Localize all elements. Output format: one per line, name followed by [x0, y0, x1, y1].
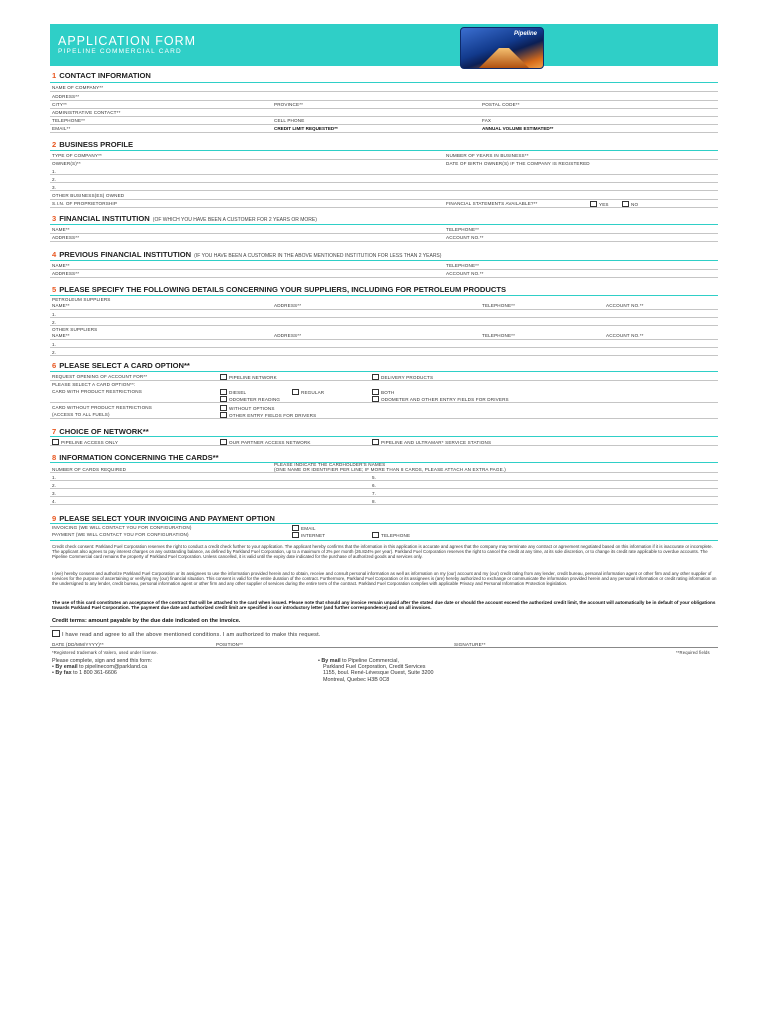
other-businesses-field[interactable]: OTHER BUSINESS(ES) OWNED	[52, 193, 125, 198]
odometer-checkbox[interactable]: ODOMETER READING	[220, 396, 280, 402]
other-address-label: ADDRESS**	[274, 333, 302, 338]
cardholder-line-5[interactable]: 5.	[372, 475, 377, 480]
cardholder-names-note: (ONE NAME OR IDENTIFIER PER LINE; IF MORE THAN 8 CARDS, PLEASE ATTACH AN EXTRA PAGE.)	[274, 467, 506, 472]
access-all-fuels-label: (ACCESS TO ALL FUELS)	[52, 412, 110, 417]
telephone-field[interactable]: TELEPHONE**	[52, 118, 86, 123]
bank-address-field[interactable]: ADDRESS**	[52, 235, 80, 240]
province-field[interactable]: PROVINCE**	[274, 102, 304, 107]
field-line	[50, 108, 718, 109]
prev-bank-address-field[interactable]: ADDRESS**	[52, 271, 80, 276]
field-line	[50, 472, 718, 473]
field-line	[50, 182, 718, 183]
agree-checkbox[interactable]: I have read and agree to all the above mentioned conditions. I am authorized to make this request.	[52, 630, 321, 638]
required-fields-note: **Required fields	[676, 650, 710, 655]
trademark-note: *Registered trademark of Valero, used under license.	[52, 650, 158, 655]
petro-supplier-line-2[interactable]: 2.	[52, 320, 57, 325]
statements-no-checkbox[interactable]: NO	[622, 201, 638, 207]
card-image	[460, 27, 544, 69]
prev-bank-name-field[interactable]: NAME**	[52, 263, 70, 268]
field-line	[50, 159, 718, 160]
delivery-products-checkbox[interactable]: DELIVERY PRODUCTS	[372, 374, 433, 380]
field-line	[50, 355, 718, 356]
cardholder-line-2[interactable]: 2.	[52, 483, 57, 488]
credit-check-consent: Credit check consent: Parkland Fuel Corporation reserves the right to conduct a credit check further to your application. The applicant hereby confirms that the information in this application is accurate and agrees that the company may terminate any contract or agreement negotiated based on this information if it is inaccurate or incomplete. The applicant also agrees to pay interest charges on any outstanding balance, as defined by Parkland Fuel Corporation, up to a maximum of 2% per month (26.824% per year). Parkland Fuel Corporation reserves the right to cancel the credit at any time, at its sole discretion, or to change its credit rate applicable to overdue accounts. The Pipeline Commercial card remains the property of Parkland Fuel Corporation. Unless cancelled, it is valid until the expiry date indicated for the purchase of authorized goods and services only.	[52, 544, 713, 560]
form-subtitle: PIPELINE COMMERCIAL CARD	[58, 48, 182, 55]
both-checkbox[interactable]: BOTH	[372, 389, 394, 395]
section-divider	[50, 150, 718, 151]
cardholder-line-6[interactable]: 6.	[372, 483, 377, 488]
section-contact-title: 1 CONTACT INFORMATION	[52, 71, 151, 80]
other-telephone-label: TELEPHONE**	[482, 333, 516, 338]
section-divider	[50, 82, 718, 83]
petro-supplier-line-1[interactable]: 1.	[52, 312, 57, 317]
other-supplier-line-1[interactable]: 1.	[52, 342, 57, 347]
section-financial-title: 3 FINANCIAL INSTITUTION (OF WHICH YOU HAVE BEEN A CUSTOMER FOR 2 YEARS OR MORE)	[52, 214, 317, 223]
field-line	[50, 445, 718, 446]
card-brand-logo: Pipeline	[513, 31, 537, 37]
section-divider	[50, 260, 718, 261]
section-cards-title: 8 INFORMATION CONCERNING THE CARDS**	[52, 453, 219, 462]
information-consent: I (we) hereby consent and authorize Parkland Fuel Corporation or its assignees to use the information provided herein and to obtain, receive and consult personal information as well as information on my (our) account and my (our) credit rating from any lender, credit bureau, personal information agent or other firm and any other supplier of services for the purpose of ascertaining or verifying my (our) financial situation. This consent is valid for the entire duration of the contract. Furthermore, Parkland Fuel Corporation or its assignees is (are) hereby authorized to exchange or communicate the information provided herein and any personal information or credit rating information on the undersigned to any lender, credit bureau, personal information agent or other firm and any other supplier of services during the entire term of the contract. Parkland Fuel Corporation complies with applicable Privacy and Personal Information Protection legislation.	[52, 571, 717, 587]
field-line	[50, 488, 718, 489]
field-line	[50, 277, 718, 278]
petro-name-label: NAME**	[52, 303, 70, 308]
road-graphic	[479, 48, 529, 68]
field-line	[50, 207, 718, 208]
owner-line-3[interactable]: 3.	[52, 185, 57, 190]
field-line	[50, 380, 718, 381]
cardholder-names-label: PLEASE INDICATE THE CARDHOLDER'S NAMES	[274, 462, 386, 467]
years-in-business-field[interactable]: NUMBER OF YEARS IN BUSINESS**	[446, 153, 529, 158]
section-invoicing-title: 9 PLEASE SELECT YOUR INVOICING AND PAYMENT OPTION	[52, 514, 275, 523]
section-divider	[50, 436, 718, 437]
signature-line	[50, 647, 718, 648]
bank-name-field[interactable]: NAME**	[52, 227, 70, 232]
send-instructions	[52, 658, 152, 677]
other-suppliers-label: OTHER SUPPLIERS	[52, 327, 98, 332]
section-suppliers-title: 5 PLEASE SPECIFY THE FOLLOWING DETAILS CONCERNING YOUR SUPPLIERS, INCLUDING FOR PETROLEUM PRODUCTS	[52, 285, 507, 294]
send-intro: Please complete, sign and send this form:	[52, 658, 153, 664]
other-entry-fields-checkbox[interactable]: OTHER ENTRY FIELDS FOR DRIVERS	[220, 412, 316, 418]
credit-terms: Credit terms: amount payable by the due date indicated on the invoice.	[52, 618, 241, 624]
cardholder-line-8[interactable]: 8.	[372, 499, 377, 504]
petro-address-label: ADDRESS**	[274, 303, 302, 308]
application-form	[50, 24, 718, 683]
section-network-title: 7 CHOICE OF NETWORK**	[52, 427, 149, 436]
field-line	[50, 233, 718, 234]
section-divider	[50, 295, 718, 296]
field-line	[50, 241, 718, 242]
field-line	[50, 132, 718, 133]
petroleum-suppliers-label: PETROLEUM SUPPLIERS	[52, 297, 111, 302]
field-line	[50, 504, 718, 505]
payment-telephone-checkbox[interactable]: TELEPHONE	[372, 532, 410, 538]
section-divider	[50, 224, 718, 225]
field-line	[50, 124, 718, 125]
company-type-field[interactable]: TYPE OF COMPANY**	[52, 153, 102, 158]
owners-label: OWNER(S)**	[52, 161, 81, 166]
without-options-checkbox[interactable]: WITHOUT OPTIONS	[220, 405, 275, 411]
cell-phone-field[interactable]: CELL PHONE	[274, 118, 305, 123]
field-line	[50, 317, 718, 318]
ultramar-checkbox[interactable]: PIPELINE AND ULTRAMAR* SERVICE STATIONS	[372, 439, 491, 445]
owners-dob-label: DATE OF BIRTH OWNER(S) IF THE COMPANY IS REGISTERED	[446, 161, 590, 166]
other-name-label: NAME**	[52, 333, 70, 338]
payment-internet-checkbox[interactable]: INTERNET	[292, 532, 325, 538]
other-supplier-line-2[interactable]: 2.	[52, 350, 57, 355]
payment-label: PAYMENT (WE WILL CONTACT YOU FOR CONFIGURATION)	[52, 532, 189, 537]
owner-line-1[interactable]: 1.	[52, 169, 57, 174]
company-name-field[interactable]: NAME OF COMPANY**	[52, 85, 104, 90]
contract-acceptance: The use of this card constitutes an acceptance of the contract that will be attached to the card when issued. Please note that should any invoice remain unpaid after the stated due date or should the account exceed the authorized credit limit, the account will automatically be in default of your obligations towards Parkland Fuel Corporation. The payment due date and authorized credit limit are specified in our introductory letter (and further correspondence) and on all invoices.	[52, 600, 716, 611]
send-by-mail: • By mail to Pipeline Commercial, Parkland Fuel Corporation, Credit Services 1155, boul. René-Lévesque Ouest, Suite 3200 Montreal, Quebec H3B 0C8	[318, 658, 434, 683]
credit-limit-field[interactable]: CREDIT LIMIT REQUESTED**	[274, 126, 338, 131]
regular-checkbox[interactable]: REGULAR	[292, 389, 324, 395]
field-line	[50, 325, 718, 326]
pipeline-network-checkbox[interactable]: PIPELINE NETWORK	[220, 374, 277, 380]
section-divider	[50, 371, 718, 372]
field-line	[50, 174, 718, 175]
annual-volume-field[interactable]: ANNUAL VOLUME ESTIMATED**	[482, 126, 554, 131]
form-header	[50, 24, 718, 66]
signature-field[interactable]: SIGNATURE**	[454, 642, 486, 647]
bank-telephone-field[interactable]: TELEPHONE**	[446, 227, 480, 232]
without-restrictions-label: CARD WITHOUT PRODUCT RESTRICTIONS	[52, 405, 152, 410]
cardholder-line-1[interactable]: 1.	[52, 475, 57, 480]
form-title: APPLICATION FORM	[58, 34, 197, 48]
section-business-title: 2 BUSINESS PROFILE	[52, 140, 134, 149]
cardholder-line-3[interactable]: 3.	[52, 491, 57, 496]
field-line	[50, 199, 718, 200]
email-field[interactable]: EMAIL**	[52, 126, 71, 131]
invoicing-email-checkbox[interactable]: EMAIL	[292, 525, 316, 531]
cardholder-line-7[interactable]: 7.	[372, 491, 377, 496]
pipeline-only-checkbox[interactable]: PIPELINE ACCESS ONLY	[52, 439, 118, 445]
field-line	[50, 480, 718, 481]
sin-field[interactable]: S.I.N. OF PROPRIETORSHIP	[52, 201, 118, 206]
diesel-checkbox[interactable]: DIESEL	[220, 389, 246, 395]
field-line	[50, 496, 718, 497]
prev-bank-account-field[interactable]: ACCOUNT NO.**	[446, 271, 484, 276]
section-divider	[50, 540, 718, 541]
section-divider	[50, 523, 718, 524]
field-line	[50, 402, 718, 403]
date-field[interactable]: DATE (DD/MM/YYYY)**	[52, 642, 104, 647]
field-line	[50, 269, 718, 270]
request-account-label: REQUEST OPENING OF ACCOUNT FOR**	[52, 374, 148, 379]
address-field[interactable]: ADDRESS**	[52, 94, 80, 99]
select-card-option-label: PLEASE SELECT A CARD OPTION**:	[52, 382, 136, 387]
odometer-other-checkbox[interactable]: ODOMETER AND OTHER ENTRY FIELDS FOR DRIVERS	[372, 396, 509, 402]
petro-telephone-label: TELEPHONE**	[482, 303, 516, 308]
section-card-option-title: 6 PLEASE SELECT A CARD OPTION**	[52, 361, 190, 370]
cardholder-line-4[interactable]: 4.	[52, 499, 57, 504]
field-line	[50, 309, 718, 310]
divider	[50, 626, 718, 627]
section-previous-financial-title: 4 PREVIOUS FINANCIAL INSTITUTION (IF YOU HAVE BEEN A CUSTOMER IN THE ABOVE MENTIONED INSTITUTION FOR LESS THAN 2 YEARS)	[52, 250, 442, 259]
petro-account-label: ACCOUNT NO.**	[606, 303, 644, 308]
owner-line-2[interactable]: 2.	[52, 177, 57, 182]
statements-yes-checkbox[interactable]: YES	[590, 201, 609, 207]
prev-bank-telephone-field[interactable]: TELEPHONE**	[446, 263, 480, 268]
financial-statements-label: FINANCIAL STATEMENTS AVAILABLE?**	[446, 201, 538, 206]
field-line	[50, 347, 718, 348]
fax-field[interactable]: FAX	[482, 118, 492, 123]
other-account-label: ACCOUNT NO.**	[606, 333, 644, 338]
send-by-email: • By email to pipelinecom@parkland.ca	[52, 664, 148, 671]
position-field[interactable]: POSITION**	[216, 642, 244, 647]
bank-account-field[interactable]: ACCOUNT NO.**	[446, 235, 484, 240]
field-line	[50, 91, 718, 92]
send-by-fax: • By fax to 1 800 361-6606	[52, 670, 117, 677]
field-line	[50, 418, 718, 419]
with-restrictions-label: CARD WITH PRODUCT RESTRICTIONS	[52, 389, 142, 394]
postal-code-field[interactable]: POSTAL CODE**	[482, 102, 520, 107]
city-field[interactable]: CITY**	[52, 102, 67, 107]
admin-contact-field[interactable]: ADMINISTRATIVE CONTACT**	[52, 110, 121, 115]
number-of-cards-field[interactable]: NUMBER OF CARDS REQUIRED	[52, 467, 127, 472]
field-line	[50, 100, 718, 101]
invoicing-label: INVOICING (WE WILL CONTACT YOU FOR CONFIGURATION)	[52, 525, 192, 530]
field-line	[50, 339, 718, 340]
field-line	[50, 116, 718, 117]
field-line	[50, 190, 718, 191]
partner-network-checkbox[interactable]: OUR PARTNER ACCESS NETWORK	[220, 439, 311, 445]
